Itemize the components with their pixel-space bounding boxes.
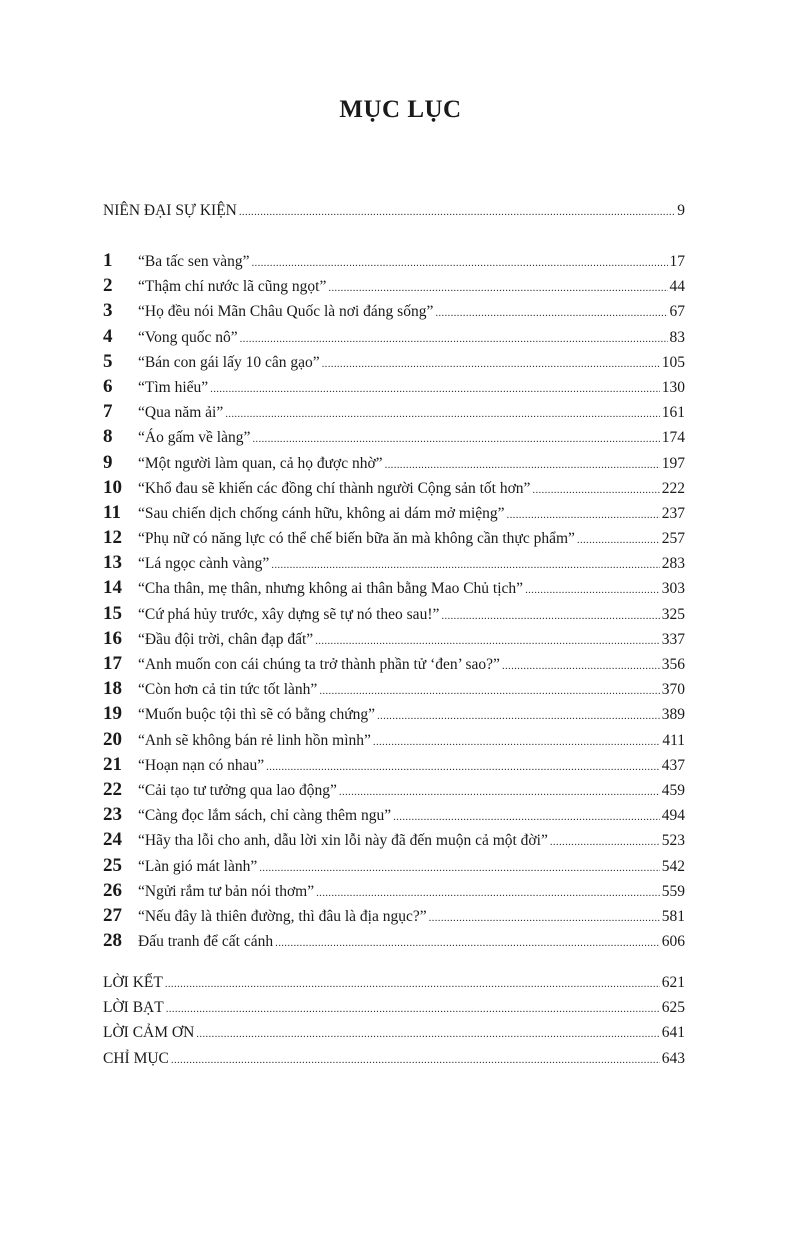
toc-entry-chapter[interactable] (103, 928, 685, 953)
chapter-title: “Anh sẽ không bán rẻ linh hồn mình” (138, 731, 371, 749)
chapter-title: “Hoạn nạn có nhau” (138, 756, 265, 774)
chapter-number: 7 (103, 401, 113, 423)
toc-entry-chapter[interactable] (103, 651, 685, 676)
chapter-page: 356 (661, 656, 685, 673)
dot-leader (239, 200, 675, 225)
chapter-title: “Phụ nữ có năng lực có thể chế biến bữa ăn mà không cần thực phẩm” (138, 530, 575, 548)
toc-entry-chapter[interactable] (103, 701, 685, 726)
chapter-page: 44 (669, 278, 685, 296)
dot-leader (377, 704, 660, 729)
chapter-page: 105 (661, 353, 685, 371)
chapter-number: 18 (103, 678, 122, 700)
dot-leader (210, 377, 660, 402)
chapter-title: “Anh muốn con cái chúng ta trở thành phần tử ‘đen’ sao?” (138, 656, 500, 673)
dot-leader (225, 402, 660, 427)
dot-leader (502, 654, 660, 679)
entry-page: 9 (677, 202, 685, 219)
dot-leader (550, 830, 660, 855)
chapter-page: 161 (661, 404, 685, 422)
chapter-page: 559 (661, 882, 685, 900)
dot-leader (441, 604, 659, 629)
toc-entry-chapter[interactable] (103, 903, 685, 928)
dot-leader (315, 629, 660, 654)
toc-entry-epilogue[interactable] (103, 970, 685, 995)
chapter-number: 25 (103, 854, 122, 876)
chapter-page: 83 (669, 328, 685, 346)
toc-entry-chapter[interactable] (103, 399, 685, 424)
chapter-number: 26 (103, 879, 122, 901)
chapter-number: 21 (103, 753, 122, 775)
toc-entry-chapter[interactable] (103, 374, 685, 399)
chapter-number: 11 (103, 501, 121, 523)
chapter-page: 370 (661, 681, 685, 699)
chapter-page: 197 (661, 454, 685, 472)
chapter-page: 174 (661, 429, 685, 447)
chapter-page: 606 (661, 933, 685, 951)
toc-entry-chronology[interactable] (103, 198, 685, 223)
chapter-page: 17 (669, 253, 685, 270)
dot-leader (319, 679, 659, 704)
chapter-number: 10 (103, 476, 122, 498)
chapter-page: 237 (661, 504, 685, 522)
dot-leader (271, 553, 659, 578)
chapter-title: “Họ đều nói Mãn Châu Quốc là nơi đáng sống” (138, 303, 434, 321)
chapter-page: 411 (662, 731, 685, 749)
toc-entry-index[interactable] (103, 1046, 685, 1071)
chapter-page: 542 (661, 857, 685, 875)
entry-label: LỜI CẢM ƠN (103, 1024, 195, 1042)
chapter-title: “Vong quốc nô” (138, 328, 238, 346)
entry-page: 621 (661, 974, 685, 991)
chapter-number: 8 (103, 426, 113, 448)
chapter-title: “Cha thân, mẹ thân, nhưng không ai thân bằng Mao Chủ tịch” (138, 580, 524, 598)
chapter-page: 325 (661, 605, 685, 623)
toc-entry-chapter[interactable] (103, 752, 685, 777)
chapter-title: “Lá ngọc cành vàng” (138, 555, 270, 573)
chapter-page: 494 (661, 807, 685, 825)
dot-leader (275, 931, 660, 956)
dot-leader (240, 327, 668, 352)
chapter-number: 5 (103, 350, 113, 372)
chapter-title: “Hãy tha lỗi cho anh, dẫu lời xin lỗi này đã đến muộn cả một đời” (138, 832, 548, 850)
dot-leader (196, 1022, 659, 1047)
chapter-number: 6 (103, 375, 113, 397)
dot-leader (525, 578, 660, 603)
chapter-page: 337 (661, 630, 685, 648)
chapter-page: 222 (661, 479, 685, 497)
chapter-title: “Khổ đau sẽ khiến các đồng chí thành người Cộng sản tốt hơn” (138, 479, 531, 497)
chapter-number: 23 (103, 804, 122, 826)
chapter-page: 437 (661, 756, 685, 774)
chapter-page: 257 (661, 530, 685, 548)
toc-entry-chapter[interactable] (103, 777, 685, 802)
entry-label: NIÊN ĐẠI SỰ KIỆN (103, 202, 237, 219)
back-matter-list (103, 970, 685, 1071)
chapter-number: 19 (103, 703, 122, 725)
chapter-number: 4 (103, 325, 113, 347)
toc-entry-chapter[interactable] (103, 450, 685, 475)
chapter-page: 283 (661, 555, 685, 573)
chapter-page: 581 (661, 907, 685, 925)
chapter-title: “Muốn buộc tội thì sẽ có bằng chứng” (138, 706, 375, 724)
dot-leader (429, 906, 660, 931)
dot-leader (328, 276, 667, 301)
chapter-title: “Áo gấm về làng” (138, 429, 251, 447)
toc-entry-chapter[interactable] (103, 424, 685, 449)
chapter-number: 13 (103, 552, 122, 574)
toc-entry-acknowledgements[interactable] (103, 1020, 685, 1045)
chapter-number: 24 (103, 829, 122, 851)
dot-leader (322, 352, 660, 377)
entry-label: LỜI BẠT (103, 999, 164, 1017)
chapter-title: “Còn hơn cả tin tức tốt lành” (138, 681, 318, 699)
chapter-number: 14 (103, 577, 122, 599)
dot-leader (166, 997, 660, 1022)
toc-entry-chapter[interactable] (103, 324, 685, 349)
chapter-title: “Tìm hiểu” (138, 378, 209, 396)
entry-label: LỜI KẾT (103, 974, 163, 991)
chapter-number: 22 (103, 778, 122, 800)
chapter-page: 130 (661, 378, 685, 396)
chapter-number: 20 (103, 728, 122, 750)
chapter-title: “Cải tạo tư tưởng qua lao động” (138, 781, 337, 799)
chapter-number: 27 (103, 904, 122, 926)
toc-entry-chapter[interactable] (103, 525, 685, 550)
toc-entry-chapter[interactable] (103, 500, 685, 525)
chapter-title: “Ngửi rắm tư bản nói thơm” (138, 882, 315, 900)
chapter-page: 67 (669, 303, 685, 321)
dot-leader (259, 856, 660, 881)
dot-leader (532, 478, 659, 503)
entry-page: 643 (661, 1049, 685, 1067)
chapter-title: “Thậm chí nước lã cũng ngọt” (138, 278, 327, 296)
toc-entry-chapter[interactable] (103, 349, 685, 374)
toc-entry-chapter[interactable] (103, 601, 685, 626)
chapter-number: 1 (103, 250, 113, 271)
chapter-number: 16 (103, 627, 122, 649)
dot-leader (252, 427, 659, 452)
chapter-number: 28 (103, 930, 122, 952)
dot-leader (373, 730, 660, 755)
chapter-page: 389 (661, 706, 685, 724)
toc-entry-chapter[interactable] (103, 727, 685, 752)
dot-leader (393, 805, 660, 830)
dot-leader (339, 780, 660, 805)
toc-entry-afterword[interactable] (103, 995, 685, 1020)
dot-leader (577, 528, 660, 553)
dot-leader (266, 755, 660, 780)
chapter-title: “Cứ phá hủy trước, xây dựng sẽ tự nó theo sau!” (138, 605, 440, 623)
chapter-number: 9 (103, 451, 113, 473)
toc-entry-chapter[interactable] (103, 550, 685, 575)
chapter-title: “Nếu đây là thiên đường, thì đâu là địa ngục?” (138, 907, 427, 925)
chapter-title: “Càng đọc lắm sách, chỉ càng thêm ngu” (138, 807, 392, 825)
chapter-title: “Qua năm ải” (138, 404, 224, 422)
chapter-title: “Đầu đội trời, chân đạp đất” (138, 630, 314, 648)
chapter-number: 17 (103, 653, 122, 674)
chapter-title: “Bán con gái lấy 10 cân gạo” (138, 353, 320, 371)
toc-entry-chapter[interactable] (103, 827, 685, 852)
entry-label: CHỈ MỤC (103, 1049, 169, 1067)
dot-leader (435, 301, 667, 326)
dot-leader (251, 251, 667, 276)
chapter-title: “Làn gió mát lành” (138, 857, 258, 875)
toc-entry-chapter[interactable] (103, 802, 685, 827)
page-title: MỤC LỤC (339, 96, 462, 123)
chapter-number: 3 (103, 300, 113, 322)
chapter-page: 303 (661, 580, 685, 598)
dot-leader (165, 972, 660, 997)
entry-page: 641 (661, 1024, 685, 1042)
front-matter-list (103, 198, 685, 223)
chapter-list (103, 248, 685, 953)
toc-entry-chapter[interactable] (103, 676, 685, 701)
toc-entry-chapter[interactable] (103, 878, 685, 903)
chapter-title: “Một người làm quan, cả họ được nhờ” (138, 454, 383, 472)
chapter-number: 2 (103, 275, 113, 297)
dot-leader (385, 453, 660, 478)
toc-entry-chapter[interactable] (103, 298, 685, 323)
dot-leader (507, 503, 660, 528)
toc-entry-chapter[interactable] (103, 475, 685, 500)
chapter-title: “Ba tấc sen vàng” (138, 253, 250, 270)
chapter-number: 15 (103, 602, 122, 624)
chapter-title: “Sau chiến dịch chống cánh hữu, không ai dám mở miệng” (138, 504, 505, 522)
chapter-number: 12 (103, 527, 122, 549)
dot-leader (171, 1048, 660, 1073)
chapter-page: 459 (661, 781, 685, 799)
toc-entry-chapter[interactable] (103, 273, 685, 298)
toc-entry-chapter[interactable] (103, 853, 685, 878)
chapter-title: Đấu tranh để cất cánh (138, 933, 274, 951)
dot-leader (316, 881, 660, 906)
toc-entry-chapter[interactable] (103, 248, 685, 273)
entry-page: 625 (661, 999, 685, 1017)
chapter-page: 523 (661, 832, 685, 850)
toc-entry-chapter[interactable] (103, 626, 685, 651)
toc-entry-chapter[interactable] (103, 575, 685, 600)
